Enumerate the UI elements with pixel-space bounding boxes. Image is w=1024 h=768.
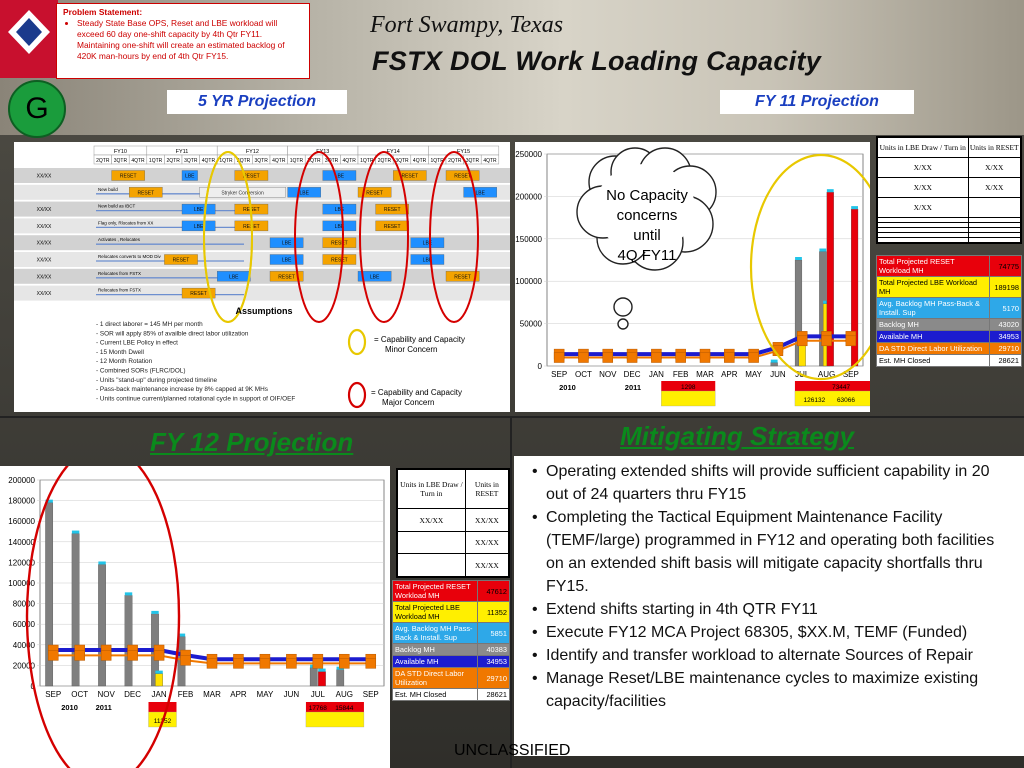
x-tick-label: APR (721, 370, 738, 379)
strategy-item: • Identify and transfer workload to alternate Sources of Repair (532, 644, 1016, 667)
x-tick-label: JUL (310, 690, 325, 699)
y-tick-label: 50000 (519, 319, 542, 329)
stats-row (877, 355, 1022, 367)
legend-yellow-text: = Capability and Capacity (374, 335, 465, 344)
stats-value: 43020 (990, 319, 1022, 331)
x-tick-label: FEB (672, 370, 689, 379)
gantt-bar-label: RESET (190, 291, 207, 298)
below-value: 126132 (803, 397, 826, 404)
stats-label: Est. MH Closed (393, 689, 478, 701)
data-bar-cap (851, 206, 858, 209)
y-tick-label: 180000 (8, 496, 35, 506)
gantt-bar-label: LBE (334, 173, 345, 180)
stats-row (393, 644, 510, 656)
gantt-year-label: FY11 (175, 149, 189, 155)
x-tick-label: SEP (842, 370, 859, 379)
data-bar-cap (72, 531, 79, 534)
assumption-item: - Units continue current/planned rotational cycle in support of OIF/OEF (96, 395, 296, 403)
gantt-row-note: New build as IBCT (98, 203, 136, 209)
units-table-cell (968, 198, 1021, 218)
stats-row (877, 331, 1022, 343)
stats-row (393, 602, 510, 623)
capacity-marker (260, 658, 270, 668)
problem-statement (56, 3, 310, 79)
below-value: 11352 (153, 718, 172, 725)
gantt-bar-label: RESET (172, 257, 190, 264)
data-bar-cap (771, 360, 778, 363)
gantt-quarter-label: 3QTR (113, 158, 128, 164)
units-table-cell (878, 238, 969, 243)
problem-heading: Problem Statement: (63, 7, 143, 17)
gantt-bar-label: LBE (193, 207, 204, 214)
gantt-row (14, 269, 510, 284)
units-table-cell: X/XX (968, 158, 1021, 178)
data-bar (318, 672, 325, 686)
stats-label: Total Projected LBE Workload MH (877, 277, 990, 298)
gantt-bar-label: LBE (193, 223, 204, 230)
fy11-chart (515, 142, 870, 412)
x-tick-label: OCT (71, 690, 89, 699)
stats-value: 34953 (478, 656, 510, 668)
data-bar-cap (151, 611, 158, 614)
capacity-marker (724, 353, 734, 363)
gantt-bar-label: LBE (299, 190, 309, 197)
gantt-bar-label: RESET (401, 173, 419, 180)
assumption-item: - 1 direct laborer = 145 MH per month (96, 321, 203, 328)
below-cell (661, 391, 715, 406)
data-bar-cap (795, 257, 802, 260)
stats-row (393, 623, 510, 644)
y-tick-label: 40000 (12, 640, 35, 650)
stats-value: 47612 (478, 581, 510, 602)
divider (0, 416, 1024, 418)
units-table-header: Units in LBE Draw / Turn in (398, 470, 466, 509)
units-table-header: Units in LBE Draw / Turn in (878, 138, 969, 158)
x-tick-label: SEP (362, 690, 379, 699)
stats-value: 11352 (478, 602, 510, 623)
year-label: 2011 (624, 383, 642, 392)
gantt-quarter-label: 2QTR (96, 158, 110, 164)
x-tick-label: SEP (45, 690, 62, 699)
gantt-quarter-label: 2QTR (307, 158, 321, 164)
units-table-cell (398, 531, 466, 554)
capacity-marker (627, 353, 637, 363)
y-tick-label: 60000 (12, 620, 35, 630)
data-bar (72, 534, 79, 686)
capacity-marker (676, 353, 686, 363)
x-tick-label: MAR (696, 370, 714, 379)
gantt-quarter-label: 3QTR (324, 158, 339, 164)
x-tick-label: OCT (575, 370, 592, 379)
fy12-projection-header: FY 12 Projection (150, 427, 354, 457)
stats-label: Est. MH Closed (877, 355, 990, 367)
units-table-cell: X/XX (878, 198, 969, 218)
legend-yellow-text: Minor Concern (385, 345, 438, 354)
gantt-quarter-label: 4QTR (483, 158, 497, 164)
data-bar (155, 674, 162, 686)
x-tick-label: MAY (745, 370, 762, 379)
gantt-bar-label: RESET (454, 173, 471, 180)
x-tick-label: APR (230, 690, 247, 699)
gantt-quarter-label: 4QTR (412, 158, 427, 164)
data-bar-cap (819, 249, 826, 252)
capacity-marker (822, 336, 832, 346)
capacity-marker (846, 336, 856, 346)
gantt-quarter-label: 4QTR (201, 158, 216, 164)
below-value: 17768 (308, 705, 327, 712)
capacity-marker (128, 650, 138, 660)
stats-row (877, 277, 1022, 298)
x-tick-label: JUN (770, 370, 786, 379)
fy12-stats-table (392, 580, 510, 720)
stats-label: Available MH (877, 331, 990, 343)
stats-row (393, 668, 510, 689)
gantt-unit-label: XX/XX (36, 257, 52, 264)
stats-row (877, 343, 1022, 355)
assumption-item: - 15 Month Dwell (96, 348, 144, 356)
stats-value: 28621 (478, 689, 510, 701)
gantt-unit-label: XX/XX (36, 240, 52, 247)
stats-label: Backlog MH (877, 319, 990, 331)
stats-value: 74775 (990, 256, 1022, 277)
below-value: 73447 (832, 384, 851, 391)
callout-tail (614, 298, 632, 316)
gantt-bar-label: LBE (185, 173, 195, 180)
gantt-quarter-label: 4QTR (272, 158, 286, 164)
data-bar-cap (125, 592, 132, 595)
units-table-cell: XX/XX (465, 531, 508, 554)
gantt-row-note: Relocates converts to MOD Div (98, 254, 161, 259)
stats-label: DA STD Direct Labor Utilization (877, 343, 990, 355)
gantt-quarter-label: 4QTR (131, 158, 145, 164)
capacity-marker (286, 658, 296, 668)
units-table-cell: X/XX (878, 178, 969, 198)
gantt-quarter-label: 1QTR (360, 158, 374, 164)
gantt-row-note: Relocates from FSTX (98, 287, 142, 293)
callout-text: concerns (616, 207, 678, 224)
units-table-cell: X/XX (878, 158, 969, 178)
strategy-item: • Extend shifts starting in 4th QTR FY11 (532, 598, 1016, 621)
gantt-quarter-label: 2QTR (166, 158, 180, 164)
data-bar-cap (318, 669, 325, 672)
gantt-quarter-label: 1QTR (289, 158, 304, 164)
callout-text: No Capacity (606, 187, 688, 204)
data-bar-cap (155, 671, 162, 674)
capacity-marker (207, 658, 217, 668)
legend-red-ellipse (349, 383, 365, 407)
gantt-year-label: FY12 (245, 149, 259, 155)
capacity-marker (797, 336, 807, 346)
y-tick-label: 100000 (8, 579, 35, 588)
stats-label: Total Projected LBE Workload MH (393, 602, 478, 623)
y-tick-label: 140000 (8, 537, 35, 547)
gantt-bar-label: RESET (331, 240, 348, 247)
data-bar (310, 668, 317, 686)
assumption-item: - Pass-back maintenance increase by 8% capped at 9K MHs (96, 386, 268, 394)
year-label: 2010 (559, 383, 576, 392)
gantt-chart (14, 142, 510, 412)
y-tick-label: 0 (30, 682, 35, 691)
fy11-stats-table (876, 255, 1022, 389)
y-tick-label: 160000 (8, 517, 35, 527)
capacity-marker (749, 353, 759, 363)
stats-label: Avg. Backlog MH Pass-Back & Install. Sup (877, 298, 990, 319)
y-tick-label: 80000 (12, 599, 35, 609)
gantt-unit-label: XX/XX (36, 291, 52, 298)
strategy-item: • Operating extended shifts will provide sufficient capability in 20 out of 24 quarters thru FY15 (532, 460, 1016, 506)
gantt-year-label: FY10 (113, 149, 127, 155)
gantt-quarter-label: 1QTR (148, 158, 163, 164)
fy11-units-table (876, 136, 1022, 244)
gantt-quarter-label: 2QTR (448, 158, 462, 164)
y-tick-label: 20000 (12, 661, 35, 671)
unit-logo (0, 0, 58, 78)
gantt-bar-label: RESET (383, 207, 401, 214)
gantt-bar-label: RESET (331, 257, 348, 264)
fy11-projection-header: FY 11 Projection (720, 90, 914, 114)
stats-row (877, 298, 1022, 319)
gantt-year-label: FY14 (386, 149, 400, 155)
assumption-item: - SOR will apply 85% of availble direct labor utilization (96, 330, 249, 338)
stats-label: DA STD Direct Labor Utilization (393, 668, 478, 689)
stats-label: Total Projected RESET Workload MH (393, 581, 478, 602)
gantt-quarter-label: 1QTR (219, 158, 233, 164)
divider (510, 418, 512, 768)
fy12-chart (0, 466, 390, 768)
gantt-bar-label: LBE (422, 240, 433, 247)
callout-text: 4Q FY11 (617, 247, 677, 264)
gantt-bar-label: RESET (243, 223, 260, 230)
units-table-cell (398, 554, 466, 577)
page-title: FSTX DOL Work Loading Capacity (372, 46, 822, 76)
stats-value: 189198 (990, 277, 1022, 298)
units-table-header: Units in RESET (465, 470, 508, 509)
units-table-cell: X/XX (968, 178, 1021, 198)
capacity-marker (554, 353, 564, 363)
gantt-bar-label: RESET (366, 190, 383, 197)
stats-row (393, 689, 510, 701)
mitigating-strategy-list (514, 456, 1024, 756)
data-bar (125, 595, 132, 686)
data-bar (771, 363, 778, 366)
below-cell (306, 712, 364, 727)
stats-value: 40383 (478, 644, 510, 656)
assumption-item: - Units "stand-up" during projected timeline (96, 376, 218, 384)
data-bar (337, 670, 344, 686)
x-tick-label: DEC (124, 690, 142, 699)
gantt-quarter-label: 3QTR (254, 158, 268, 164)
x-tick-label: DEC (623, 370, 641, 379)
gantt-bar-label: LBE (281, 240, 292, 247)
gantt-bar-label: RESET (243, 207, 260, 214)
x-tick-label: JUL (795, 370, 810, 379)
capacity-marker (366, 658, 376, 668)
y-tick-label: 200000 (8, 476, 35, 485)
stats-label: Total Projected RESET Workload MH (877, 256, 990, 277)
units-table-header: Units in RESET (968, 138, 1021, 158)
y-tick-label: 200000 (515, 192, 542, 202)
gantt-year-label: FY15 (457, 149, 471, 155)
legend-red-text: Major Concern (382, 398, 435, 407)
location-title: Fort Swampy, Texas (370, 12, 564, 38)
gantt-quarter-label: 2QTR (236, 158, 251, 164)
below-cell (148, 702, 176, 712)
capacity-marker (339, 658, 349, 668)
stats-row (877, 319, 1022, 331)
capacity-marker (181, 655, 191, 665)
gantt-row-note: Relocates from FSTX (98, 270, 142, 276)
classification-footer: UNCLASSIFIED (454, 742, 571, 759)
x-tick-label: JAN (648, 370, 664, 379)
stats-row (877, 256, 1022, 277)
stats-label: Backlog MH (393, 644, 478, 656)
x-tick-label: AUG (817, 370, 836, 379)
status-badge: G (8, 80, 66, 138)
strategy-item: • Completing the Tactical Equipment Maintenance Facility (TEMF/large) programmed in FY12 and operating both facilities on an extended shift basis will mitigate capacity shortfalls thru FY15. (532, 506, 1016, 598)
gantt-unit-label: XX/XX (36, 274, 52, 281)
y-tick-label: 150000 (515, 234, 542, 244)
gantt-row-note: Activates , Relocates (98, 237, 141, 243)
gantt-unit-label: XX/XX (36, 207, 52, 214)
data-bar-cap (98, 561, 105, 564)
assumption-item: - Current LBE Policy in effect (96, 339, 178, 347)
stats-value: 29710 (990, 343, 1022, 355)
legend-yellow-ellipse (349, 330, 365, 354)
gantt-bar-label: LBE (229, 274, 239, 281)
gantt-quarter-label: 4QTR (342, 158, 356, 164)
gantt-bar-label: RESET (119, 173, 137, 180)
gantt-quarter-label: 3QTR (184, 158, 198, 164)
capacity-marker (75, 650, 85, 660)
gantt-bar-label: LBE (422, 257, 433, 264)
stats-value: 5170 (990, 298, 1022, 319)
x-tick-label: SEP (551, 370, 568, 379)
x-tick-label: JUN (283, 690, 300, 699)
data-bar (98, 564, 105, 686)
stats-value: 29710 (478, 668, 510, 689)
gantt-bar-label: RESET (454, 274, 471, 281)
assumption-item: - 12 Month Rotation (96, 358, 153, 366)
gantt-quarter-label: 2QTR (377, 158, 392, 164)
gantt-bar-label: LBE (334, 207, 345, 214)
strategy-item: • Execute FY12 MCA Project 68305, $XX.M, TEMF (Funded) (532, 621, 1016, 644)
gantt-quarter-label: 1QTR (430, 158, 444, 164)
capacity-marker (154, 650, 164, 660)
units-table-cell (968, 238, 1021, 243)
stats-label: Avg. Backlog MH Pass-Back & Install. Sup (393, 623, 478, 644)
gantt-bar-label: RESET (278, 274, 295, 281)
units-table-cell: XX/XX (465, 554, 508, 577)
legend-red-text: = Capability and Capacity (371, 388, 462, 397)
capacity-marker (578, 353, 588, 363)
callout-tail (618, 319, 628, 329)
capacity-marker (233, 658, 243, 668)
stats-label: Available MH (393, 656, 478, 668)
callout-text: until (633, 227, 661, 244)
assumption-item: - Combined SORs (FLRC/DOL) (96, 367, 186, 375)
gantt-row-note: Flag only, Rlocates from XX (98, 220, 154, 226)
assumptions-title: Assumptions (235, 306, 293, 316)
strategy-item: • Manage Reset/LBE maintenance cycles to maximize existing capacity/facilities (532, 667, 1016, 713)
gantt-row-note: New build (98, 186, 118, 192)
stats-value: 34953 (990, 331, 1022, 343)
gantt-unit-label: XX/XX (36, 223, 52, 230)
x-tick-label: JAN (151, 690, 167, 699)
data-bar-cap (827, 189, 834, 192)
stats-value: 5851 (478, 623, 510, 644)
gantt-bar-label: RESET (137, 190, 155, 197)
y-tick-label: 250000 (515, 150, 542, 159)
gantt-quarter-label: 3QTR (395, 158, 409, 164)
y-tick-label: 120000 (8, 558, 35, 568)
x-tick-label: MAR (203, 690, 221, 699)
stats-row (393, 581, 510, 602)
capacity-marker (651, 353, 661, 363)
gantt-bar-label: LBE (334, 223, 345, 230)
x-tick-label: AUG (335, 690, 353, 699)
below-value: 63066 (836, 397, 856, 404)
y-tick-label: 0 (537, 362, 542, 371)
gantt-bar-label: RESET (383, 223, 401, 230)
capacity-marker (700, 353, 710, 363)
mitigating-strategy-header: Mitigating Strategy (620, 421, 855, 451)
gantt-bar-label: LBE (369, 274, 380, 281)
stats-value: 28621 (990, 355, 1022, 367)
below-value: 1298 (681, 384, 696, 391)
units-table-cell: XX/XX (398, 509, 466, 532)
gantt-quarter-label: 3QTR (465, 158, 480, 164)
y-tick-label: 100000 (515, 277, 542, 287)
gantt-bar-label: LBE (475, 190, 485, 197)
capacity-marker (101, 650, 111, 660)
below-value: 15844 (335, 705, 354, 712)
capacity-marker (48, 650, 58, 660)
stats-row (393, 656, 510, 668)
x-tick-label: NOV (97, 690, 115, 699)
x-tick-label: FEB (177, 690, 194, 699)
gantt-year-label: FY13 (316, 149, 330, 155)
fy12-units-table (396, 468, 510, 578)
year-label: 2011 (95, 703, 112, 712)
gantt-bar-label: RESET (243, 173, 260, 180)
gantt-bar-label: Stryker Conversion (221, 190, 264, 197)
problem-text: • Steady State Base OPS, Reset and LBE workload will exceed 60 day one-shift capacity by 4th Qtr FY11. Maintaining one-shift will create an estimated backlog of 420K man-hours by end of 4th Qtr FY15. (77, 18, 303, 62)
five-yr-projection-header: 5 YR Projection (167, 90, 347, 114)
gantt-bar-label: LBE (281, 257, 292, 264)
x-tick-label: NOV (599, 370, 617, 379)
capacity-marker (313, 658, 323, 668)
gantt-unit-label: XX/XX (36, 173, 52, 180)
capacity-marker (603, 353, 613, 363)
year-label: 2010 (61, 703, 78, 712)
units-table-cell: XX/XX (465, 509, 508, 532)
x-tick-label: MAY (256, 690, 274, 699)
